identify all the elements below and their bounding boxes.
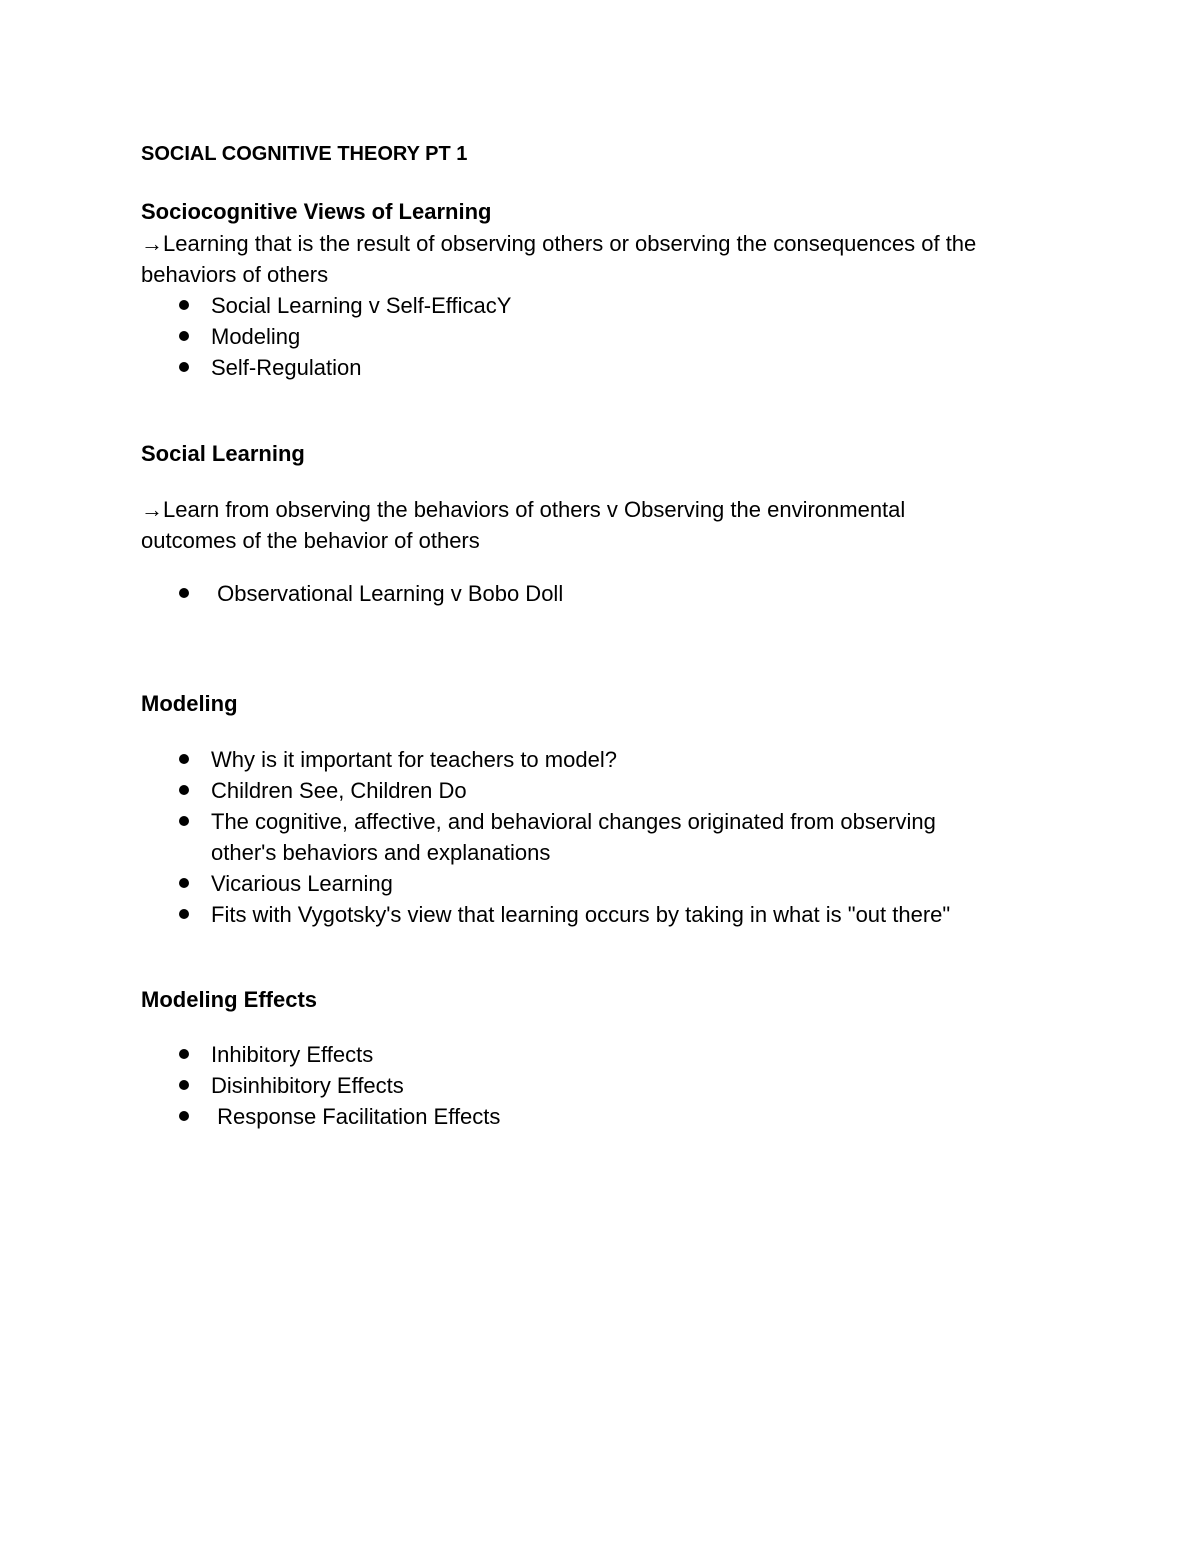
section-heading-modeling-effects: Modeling Effects bbox=[141, 987, 318, 1012]
paragraph-line: behaviors of others bbox=[141, 262, 329, 287]
bullet-icon bbox=[179, 331, 189, 341]
document-title: SOCIAL COGNITIVE THEORY PT 1 bbox=[141, 143, 468, 165]
section-heading-sociocognitive: Sociocognitive Views of Learning bbox=[141, 199, 492, 224]
list-item-text: Vicarious Learning bbox=[211, 871, 393, 896]
bullet-icon bbox=[179, 785, 189, 795]
bullet-icon bbox=[179, 909, 189, 919]
paragraph-line: →Learn from observing the behaviors of others v Observing the environmental bbox=[141, 497, 906, 522]
list-item-text: Disinhibitory Effects bbox=[211, 1073, 404, 1098]
list-item-text: Why is it important for teachers to model? bbox=[211, 747, 617, 772]
bullet-icon bbox=[179, 362, 189, 372]
list-item-text: Self-Regulation bbox=[211, 355, 362, 380]
bullet-icon bbox=[179, 300, 189, 310]
list-item-text: The cognitive, affective, and behavioral changes originated from observing bbox=[211, 809, 936, 834]
bullet-icon bbox=[179, 878, 189, 888]
bullet-icon bbox=[179, 1111, 189, 1121]
list-item-text: Children See, Children Do bbox=[211, 778, 467, 803]
list-item-text: Response Facilitation Effects bbox=[211, 1104, 501, 1129]
list-item-text: Fits with Vygotsky's view that learning occurs by taking in what is "out there" bbox=[211, 902, 951, 927]
list-item-text: Observational Learning v Bobo Doll bbox=[211, 581, 564, 606]
bullet-icon bbox=[179, 816, 189, 826]
paragraph-line: outcomes of the behavior of others bbox=[141, 528, 480, 553]
section-heading-social-learning: Social Learning bbox=[141, 441, 305, 466]
bullet-icon bbox=[179, 1049, 189, 1059]
list-item-text: Modeling bbox=[211, 324, 301, 349]
section-heading-modeling: Modeling bbox=[141, 691, 238, 716]
bullet-icon bbox=[179, 754, 189, 764]
bullet-icon bbox=[179, 1080, 189, 1090]
paragraph-line: →Learning that is the result of observing others or observing the consequences of the bbox=[141, 231, 977, 256]
bullet-icon bbox=[179, 588, 189, 598]
list-item-text: Social Learning v Self-EfficacY bbox=[211, 293, 512, 318]
list-item-text: Inhibitory Effects bbox=[211, 1042, 374, 1067]
list-item-text: other's behaviors and explanations bbox=[211, 840, 551, 865]
